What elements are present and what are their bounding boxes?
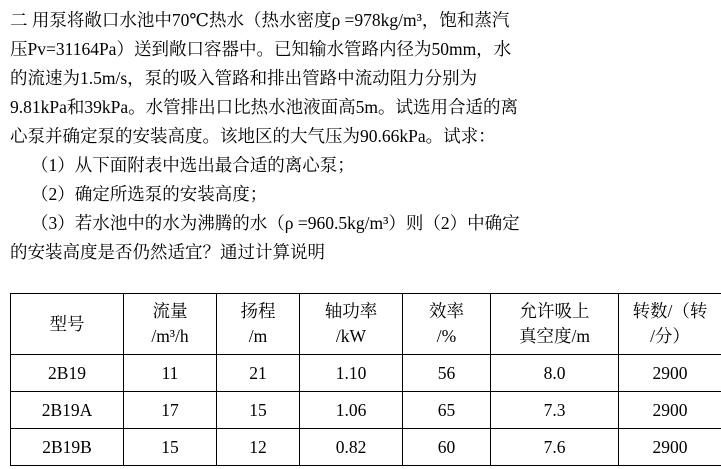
table-row bbox=[11, 392, 721, 429]
column-header-power-line2: /kW bbox=[335, 326, 367, 346]
cell-flow: 15 bbox=[124, 429, 217, 466]
problem-line-9: 的安装高度是否仍然适宜？通过计算说明 bbox=[10, 242, 325, 262]
column-header-suction-line2: 真空度/m bbox=[519, 326, 590, 346]
cell-suction: 7.3 bbox=[491, 392, 619, 429]
column-header-flow-line1: 流量 bbox=[152, 301, 188, 321]
table-row bbox=[11, 355, 721, 392]
column-header-power-line1: 轴功率 bbox=[324, 301, 378, 321]
column-header-suction-line1: 允许吸上 bbox=[519, 301, 590, 321]
cell-suction: 7.6 bbox=[491, 429, 619, 466]
cell-efficiency: 65 bbox=[403, 392, 491, 429]
cell-rpm: 2900 bbox=[619, 355, 721, 392]
column-header-efficiency-line1: 效率 bbox=[429, 301, 464, 321]
column-header-suction bbox=[491, 294, 619, 355]
cell-suction: 8.0 bbox=[491, 355, 619, 392]
cell-flow: 17 bbox=[124, 392, 217, 429]
cell-rpm: 2900 bbox=[619, 429, 721, 466]
column-header-head-line2: /m bbox=[248, 326, 268, 346]
problem-line-3: 的流速为1.5m/s，泵的吸入管路和排出管路中流动阻力分别为 bbox=[10, 68, 478, 88]
table-header-row bbox=[11, 294, 721, 355]
column-header-rpm bbox=[619, 294, 721, 355]
column-header-model bbox=[11, 294, 124, 355]
column-header-efficiency bbox=[403, 294, 491, 355]
problem-line-5: 心泵并确定泵的安装高度。该地区的大气压为90.66kPa。试求： bbox=[10, 126, 496, 146]
problem-line-1: 二 用泵将敞口水池中70℃热水（热水密度ρ =978kg/m³，饱和蒸汽 bbox=[10, 10, 510, 30]
column-header-head bbox=[217, 294, 300, 355]
cell-power: 0.82 bbox=[300, 429, 403, 466]
cell-efficiency: 60 bbox=[403, 429, 491, 466]
cell-model: 2B19 bbox=[11, 355, 124, 392]
column-header-flow bbox=[124, 294, 217, 355]
column-header-efficiency-line2: /% bbox=[436, 326, 457, 346]
problem-line-6: （1）从下面附表中选出最合适的离心泵； bbox=[31, 155, 355, 175]
problem-line-4: 9.81kPa和39kPa。水管排出口比热水池液面高5m。试选用合适的离 bbox=[10, 97, 518, 117]
column-header-model-line1: 型号 bbox=[49, 313, 85, 334]
column-header-head-line1: 扬程 bbox=[240, 301, 276, 321]
column-header-flow-line2: /m³/h bbox=[151, 326, 189, 346]
problem-statement bbox=[10, 6, 711, 267]
cell-head: 21 bbox=[217, 355, 300, 392]
pump-spec-table bbox=[10, 293, 721, 466]
cell-head: 15 bbox=[217, 392, 300, 429]
cell-rpm: 2900 bbox=[619, 392, 721, 429]
problem-line-7: （2）确定所选泵的安装高度； bbox=[31, 184, 268, 204]
cell-model: 2B19B bbox=[11, 429, 124, 466]
column-header-rpm-line2: /分） bbox=[650, 326, 690, 346]
cell-power: 1.06 bbox=[300, 392, 403, 429]
problem-line-2: 压Pv=31164Pa）送到敞口容器中。已知输水管路内径为50mm，水 bbox=[10, 39, 512, 59]
column-header-power bbox=[300, 294, 403, 355]
cell-head: 12 bbox=[217, 429, 300, 466]
column-header-rpm-line1: 转数/（转 bbox=[632, 301, 708, 321]
table-row bbox=[11, 429, 721, 466]
cell-model: 2B19A bbox=[11, 392, 124, 429]
cell-flow: 11 bbox=[124, 355, 217, 392]
problem-line-8: （3）若水池中的水为沸腾的水（ρ =960.5kg/m³）则（2）中确定 bbox=[31, 213, 520, 233]
cell-efficiency: 56 bbox=[403, 355, 491, 392]
cell-power: 1.10 bbox=[300, 355, 403, 392]
